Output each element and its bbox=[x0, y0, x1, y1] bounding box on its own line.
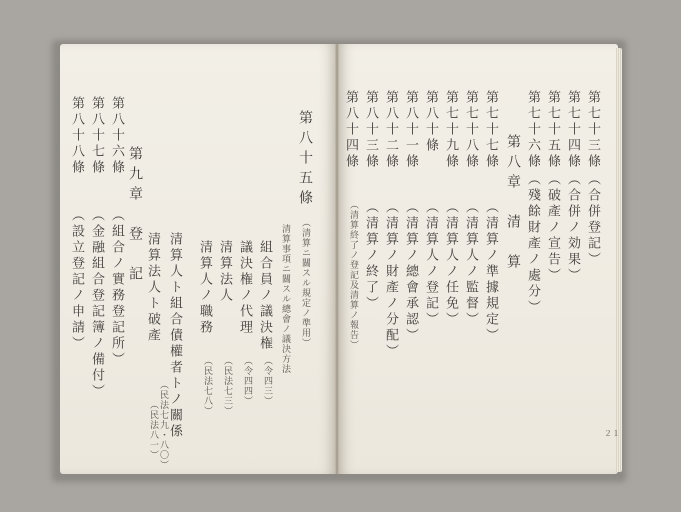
provision-reference: （民法七三） bbox=[222, 356, 232, 416]
provision-line: 議決権ノ代理 bbox=[237, 240, 252, 336]
chapter-heading: 第九章 登 記 bbox=[127, 146, 143, 286]
article-number: 第八十四條 bbox=[343, 90, 358, 170]
article-number: 第七十八條 bbox=[463, 90, 478, 170]
article-number: 第七十六條 bbox=[525, 90, 540, 170]
provision-reference: （民法七九・八〇） bbox=[158, 380, 168, 470]
article-title: （清算人ノ登記） bbox=[423, 200, 438, 328]
provision-line: 組合員ノ議決権 bbox=[257, 240, 272, 352]
article-title: （設立登記ノ申請） bbox=[69, 208, 84, 352]
article-title: （清算ノ終了） bbox=[363, 200, 378, 312]
page-edge bbox=[616, 48, 622, 472]
article-number: 第八十三條 bbox=[363, 90, 378, 170]
article-title: （清算ノ總會承認） bbox=[403, 200, 418, 344]
article-number: 第七十三條 bbox=[585, 90, 600, 170]
article-number: 第八十五條 bbox=[297, 110, 313, 210]
article-title: （組合ノ實務登記所） bbox=[109, 208, 124, 368]
provision-reference: （令四四） bbox=[242, 356, 252, 406]
article-number: 第七十四條 bbox=[565, 90, 580, 170]
provision-reference: （民法八一） bbox=[148, 400, 158, 460]
article-number: 第八十二條 bbox=[383, 90, 398, 170]
article-title: （殘餘財產ノ處分） bbox=[525, 172, 540, 316]
article-number: 第八十一條 bbox=[403, 90, 418, 170]
article-title: （清算終了ノ登記及清算ノ報告） bbox=[348, 200, 358, 350]
article-title: （清算人ノ任免） bbox=[443, 200, 458, 328]
provision-line: 清算事項ニ關スル總會ノ議決方法 bbox=[280, 224, 290, 374]
book-gutter bbox=[335, 44, 339, 474]
article-title: （金融組合登記簿ノ備付） bbox=[89, 208, 104, 400]
provision-line: 清算法人 bbox=[217, 240, 232, 304]
article-title: （合併ノ効果） bbox=[565, 172, 580, 284]
article-number: 第七十九條 bbox=[443, 90, 458, 170]
provision-line: （清算ニ關スル規定ノ準用） bbox=[300, 218, 310, 348]
article-number: 第七十五條 bbox=[545, 90, 560, 170]
provision-reference: （令四三） bbox=[262, 356, 272, 406]
article-number: 第八十六條 bbox=[109, 96, 124, 176]
provision-reference: （民法七八） bbox=[202, 356, 212, 416]
article-title: （清算人ノ監督） bbox=[463, 200, 478, 328]
provision-line: 清算法人ト破產 bbox=[145, 232, 160, 344]
article-number: 第八十八條 bbox=[69, 96, 84, 176]
chapter-heading: 第八章 清 算 bbox=[505, 134, 521, 274]
article-number: 第八十條 bbox=[423, 90, 438, 154]
article-title: （清算ノ準據規定） bbox=[483, 200, 498, 344]
article-number: 第八十七條 bbox=[89, 96, 104, 176]
article-title: （合併登記） bbox=[585, 172, 600, 268]
article-title: （破產ノ宣告） bbox=[545, 172, 560, 284]
article-title: （清算ノ財產ノ分配） bbox=[383, 200, 398, 360]
provision-line: 清算人ト組合債權者トノ關係 bbox=[167, 232, 182, 440]
provision-line: 清算人ノ職務 bbox=[197, 240, 212, 336]
page-mark: ２１ bbox=[604, 429, 620, 438]
article-number: 第七十七條 bbox=[483, 90, 498, 170]
